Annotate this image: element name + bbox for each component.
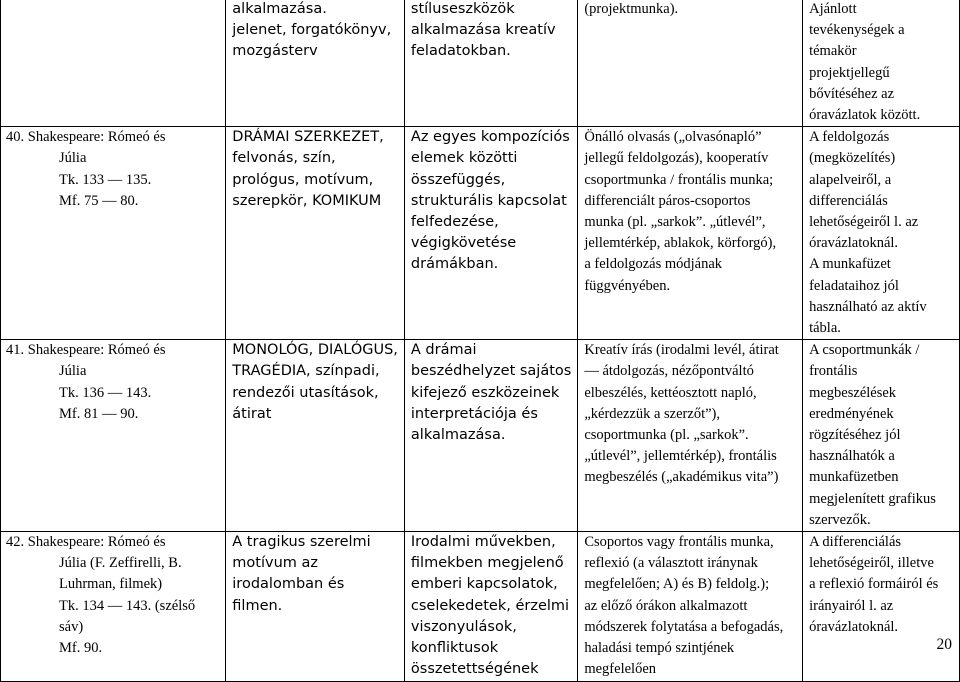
cell-line: feladataihoz jól: [809, 277, 899, 294]
cell-line: irányairól l. az: [809, 597, 894, 614]
cell-line: jellemtérkép, ablakok, körforgó),: [584, 235, 777, 252]
lesson-title-cell: [1, 340, 226, 532]
concepts-cell: [226, 532, 405, 681]
cell-line: prológus, motívum,: [232, 171, 374, 188]
cell-line: tevékenységek a: [809, 22, 905, 39]
skills-cell: [404, 340, 577, 532]
methods-cell: [578, 340, 803, 532]
cell-line: kifejező eszközeinek: [410, 384, 560, 401]
cell-line: felfedezése,: [410, 214, 499, 231]
cell-line: Az egyes kompozíciós: [410, 129, 570, 146]
cell-line: megfelelően: [584, 661, 657, 678]
cell-line: jellegű feldolgozás), kooperatív: [584, 150, 769, 167]
cell-line: szervezők.: [809, 511, 871, 528]
cell-line: csoportmunka (pl. „sarkok”.: [584, 427, 749, 444]
cell-line: (projektmunka).: [584, 1, 679, 17]
cell-line: témakör: [809, 43, 857, 60]
cell-line: A feldolgozás: [809, 129, 890, 146]
cell-line: A drámai: [410, 342, 477, 359]
cell-line: alkalmazása.: [410, 427, 506, 444]
skills-cell: [404, 127, 577, 340]
cell-line: 42. Shakespeare: Rómeó és: [6, 534, 166, 551]
cell-line: a reflexió formáiról és: [809, 576, 939, 593]
cell-line: Júlia (F. Zeffirelli, B.: [59, 555, 182, 572]
cell-line: jelenet, forgatókönyv,: [232, 22, 392, 39]
cell-line: differenciálás: [809, 192, 888, 209]
cell-line: munka (pl. „sarkok”. „útlevél”,: [584, 214, 766, 231]
cell-line: alkalmazása kreatív: [410, 22, 556, 39]
cell-line: lehetőségeiről, illetve: [809, 555, 934, 572]
cell-line: használható az aktív: [809, 298, 927, 315]
cell-line: az előző órákon alkalmazott: [584, 597, 748, 614]
cell-line: irodalomban és: [232, 576, 345, 593]
methods-cell: [578, 532, 803, 681]
cell-line: Luhrman, filmek): [59, 576, 163, 593]
cell-line: összefüggés,: [410, 171, 506, 188]
cell-line: elbeszélés, kettéosztott napló,: [584, 384, 757, 401]
cell-line: A csoportmunkák /: [809, 342, 920, 359]
cell-line: Tk. 133 — 135.: [59, 171, 152, 188]
cell-line: motívum az: [232, 555, 318, 572]
lesson-title-cell: [1, 127, 226, 340]
cell-line: módszerek folytatása a befogadás,: [584, 618, 784, 635]
cell-line: megbeszélések: [809, 384, 897, 401]
cell-line: Kreatív írás (irodalmi levél, átirat: [584, 342, 779, 359]
cell-line: munkafüzetben: [809, 469, 899, 486]
cell-line: alapelveiről, a: [809, 171, 892, 188]
notes-cell: [803, 0, 960, 127]
cell-line: rögzítéséhez jól: [809, 427, 901, 444]
table-row: [1, 340, 960, 532]
cell-line: bővítéséhez az: [809, 85, 895, 102]
cell-line: sáv): [59, 618, 84, 635]
cell-line: használhatók a: [809, 448, 895, 465]
cell-line: Ajánlott: [809, 1, 857, 17]
cell-line: differenciált páros-csoportos: [584, 192, 751, 209]
methods-cell: [578, 0, 803, 127]
cell-line: lehetőségeiről l. az: [809, 214, 919, 231]
cell-line: tábla.: [809, 320, 841, 337]
cell-line: Tk. 136 — 143.: [59, 384, 152, 401]
cell-line: drámákban.: [410, 256, 499, 273]
cell-line: Mf. 81 — 90.: [59, 405, 139, 422]
cell-line: konfliktusok: [410, 640, 499, 657]
cell-line: frontális: [809, 363, 858, 380]
cell-line: megfelelően; A) és B) feldolg.);: [584, 576, 770, 593]
cell-line: mozgásterv: [232, 43, 318, 60]
cell-line: DRÁMAI SZERKEZET,: [232, 129, 384, 146]
cell-line: felvonás, szín,: [232, 150, 336, 167]
table-row: [1, 127, 960, 340]
cell-line: beszédhelyzet sajátos: [410, 363, 572, 380]
cell-line: alkalmazása.: [232, 1, 327, 17]
cell-line: eredményének: [809, 405, 894, 422]
cell-line: szerepkör, KOMIKUM: [232, 192, 382, 209]
cell-line: Júlia: [59, 363, 87, 380]
cell-line: TRAGÉDIA, színpadi,: [232, 363, 380, 380]
table-row: [1, 532, 960, 681]
concepts-cell: [226, 127, 405, 340]
lesson-title-cell: [1, 532, 226, 681]
cell-line: haladási tempó szintjének: [584, 640, 735, 657]
cell-line: A tragikus szerelmi: [232, 534, 371, 551]
cell-line: „útlevél”, jellemtérkép), frontális: [584, 448, 777, 465]
cell-line: cselekedetek, érzelmi: [410, 597, 570, 614]
notes-cell: [803, 532, 960, 681]
cell-line: viszonyulások,: [410, 618, 517, 635]
cell-line: Mf. 90.: [59, 640, 103, 657]
cell-line: Mf. 75 — 80.: [59, 192, 139, 209]
cell-line: végigkövetése: [410, 235, 517, 252]
page-number: 20: [936, 636, 952, 653]
cell-line: — átdolgozás, nézőpontváltó: [584, 363, 754, 380]
cell-line: Önálló olvasás („olvasónapló”: [584, 129, 762, 146]
cell-line: stíluseszközök: [410, 1, 515, 17]
cell-line: A munkafüzet: [809, 256, 891, 273]
cell-line: filmekben megjelenő: [410, 555, 564, 572]
cell-line: feladatokban.: [410, 43, 511, 60]
cell-line: elemek közötti: [410, 150, 518, 167]
cell-line: óravázlatok között.: [809, 107, 921, 124]
cell-line: projektjellegű: [809, 64, 890, 81]
concepts-cell: [226, 0, 405, 127]
cell-line: megbeszélés („akadémikus vita”): [584, 469, 779, 486]
cell-line: óravázlatoknál.: [809, 618, 899, 635]
cell-line: Csoportos vagy frontális munka,: [584, 534, 774, 551]
notes-cell: [803, 340, 960, 532]
skills-cell: [404, 532, 577, 681]
notes-cell: [803, 127, 960, 340]
cell-line: összetettségének: [410, 661, 539, 678]
cell-line: függvényében.: [584, 277, 671, 294]
cell-line: reflexió (a választott iránynak: [584, 555, 758, 572]
concepts-cell: [226, 340, 405, 532]
cell-line: filmen.: [232, 597, 283, 614]
cell-line: „kérdezzük a szerzőt”),: [584, 405, 720, 422]
cell-line: 41. Shakespeare: Rómeó és: [6, 342, 166, 359]
cell-line: rendezői utasítások,: [232, 384, 379, 401]
cell-line: a feldolgozás módjának: [584, 256, 723, 273]
methods-cell: [578, 127, 803, 340]
cell-line: A differenciálás: [809, 534, 902, 551]
lesson-title-cell: [1, 0, 226, 127]
cell-line: Tk. 134 — 143. (szélső: [59, 597, 196, 614]
cell-line: megjelenített grafikus: [809, 490, 936, 507]
cell-line: Irodalmi művekben,: [410, 534, 556, 551]
skills-cell: [404, 0, 577, 127]
cell-line: interpretációja és: [410, 405, 538, 422]
cell-line: Júlia: [59, 150, 87, 167]
cell-line: átirat: [232, 405, 272, 422]
cell-line: emberi kapcsolatok,: [410, 576, 558, 593]
table-row: [1, 0, 960, 127]
cell-line: 40. Shakespeare: Rómeó és: [6, 129, 166, 146]
cell-line: óravázlatoknál.: [809, 235, 899, 252]
cell-line: csoportmunka / frontális munka;: [584, 171, 774, 188]
cell-line: MONOLÓG, DIALÓGUS,: [232, 342, 398, 359]
cell-line: strukturális kapcsolat: [410, 192, 567, 209]
cell-line: (megközelítés): [809, 150, 896, 167]
